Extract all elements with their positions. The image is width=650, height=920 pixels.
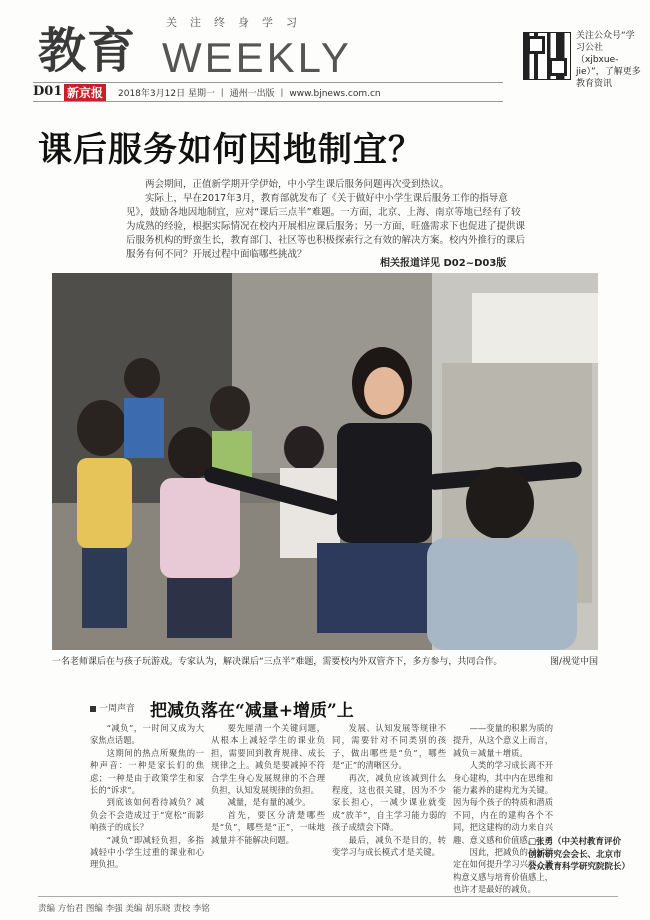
section-label: 一周声音 <box>90 701 135 714</box>
qr-code-icon[interactable] <box>523 32 571 80</box>
lead-paragraph: 实际上，早在2017年3月，教育部就发布了《关于做好中小学生课后服务工作的指导意见》，鼓励各地因地制宜，应对“课后三点半”难题。一方面，北京、上海、南京等地已经有了较为成熟的经验，根据实际情况在校内开展相应课后服务；另一方面，旺盛需求下也促进了提供课后服务机构的野蛮生长，教育部门、社区等也积极探索行之有效的解决方案。校内外推行的课后服务有何不同？开展过程中面临哪些挑战？ <box>126 193 526 260</box>
photo-caption <box>52 654 598 667</box>
article-paragraph: “减负”，一时间又成为大家焦点话题。 <box>90 723 204 746</box>
page-headline: 课后服务如何因地制宜？ <box>38 130 423 170</box>
news-photo[interactable] <box>52 273 598 650</box>
lead-paragraphs <box>126 178 526 262</box>
article-paragraph: 这期间的热点所聚焦的一种声音：一种是家长们的焦虑；一种是由于政策学生和家长的“诉求”。 <box>90 747 204 796</box>
article-paragraph: 人类的学习成长离不开身心建构，其中内在思维和能力素养的建构尤为关键。因为每个孩子的特质和潜质不同，内在的建构各个不同，把这建构的动力来自兴趣、意义感和价值感。 <box>453 760 553 845</box>
photo-credit: 图/视觉中国 <box>549 657 598 667</box>
paper-name: 新京报 <box>64 84 106 101</box>
photo-illustration <box>52 273 598 650</box>
article-paragraph: ——变量的积累为质的提升，从这个意义上而言，减负＝减量＋增质。 <box>453 723 553 758</box>
related-reference: 相关报道详见 D02~D03版 <box>380 258 507 269</box>
footer-divider <box>38 896 618 897</box>
article-column-2 <box>211 722 325 846</box>
article-paragraph: 首先，要区分清楚哪些是“负”，哪些是“正”，一味地减量并不能解决问题。 <box>211 809 325 845</box>
article-paragraph: 再次，减负应该减到什么程度，这也很关键，因为不少家长担心，一减少课业就变成“放羊”，自主学习能力弱的孩子成绩会下降。 <box>332 772 446 833</box>
lead-paragraph: 两会期间，正值新学期开学伊始，中小学生课后服务问题再次受到热议。 <box>145 179 450 190</box>
article-title: 把减负落在“减量+增质”上 <box>150 701 354 721</box>
article-author: □张勇（中关村教育评价创新研究会会长、北京市公众教育科学研究院院长） <box>528 837 631 872</box>
brand-title-cn: 教育 <box>38 23 137 79</box>
qr-caption: 关注公众号“学习公社（xjbxue-jie）”，了解更多教育资讯 <box>576 31 641 89</box>
caption-text: 一名老师课后在与孩子玩游戏。专家认为，解决课后“三点半”难题，需要校内外双管齐下，多方参与，共同合作。 <box>52 657 503 667</box>
article-paragraph: 到底该如何看待减负？减负会不会造成过于“宽松”而影响孩子的成长？ <box>90 797 204 833</box>
page-code: D01 <box>33 84 63 99</box>
editor-credits: 责编 方怡君 图编 李强 美编 胡乐晓 责校 李铭 <box>38 904 210 914</box>
edition-info: 2018年3月12日 星期一 丨 通州一出版 丨 www.bjnews.com.cn <box>118 89 381 99</box>
article-paragraph: 发展、认知发展等规律不同，需要针对不同类别的孩子，做出哪些是“负”，哪些是“正”的清晰区分。 <box>332 723 446 771</box>
article-column-3 <box>332 722 446 858</box>
article-column-1 <box>90 722 204 871</box>
article-paragraph: 最后，减负不是目的，转变学习与成长模式才是关键。 <box>332 834 446 858</box>
article-paragraph: “减负”即减轻负担，多指减轻中小学生过重的课业和心理负担。 <box>90 834 204 870</box>
article-paragraph: 要先厘清一个关键问题，从根本上减轻学生的课业负担，需要回到教育规律、成长规律之上。减负是要减掉不符合学生身心发展规律的不合理负担，认知发展规律的负担。 <box>211 723 325 796</box>
article-paragraph: 减量，是有量的减少。 <box>227 797 311 808</box>
article-paragraph: 因此，把减负的目标锁定在如何提升学习兴趣、建构意义感与培育价值感上，也许才是最好的减负。 <box>453 847 553 895</box>
brand-tagline: 关注终身学习 <box>166 16 310 29</box>
brand-title-en: WEEKLY <box>162 34 352 81</box>
